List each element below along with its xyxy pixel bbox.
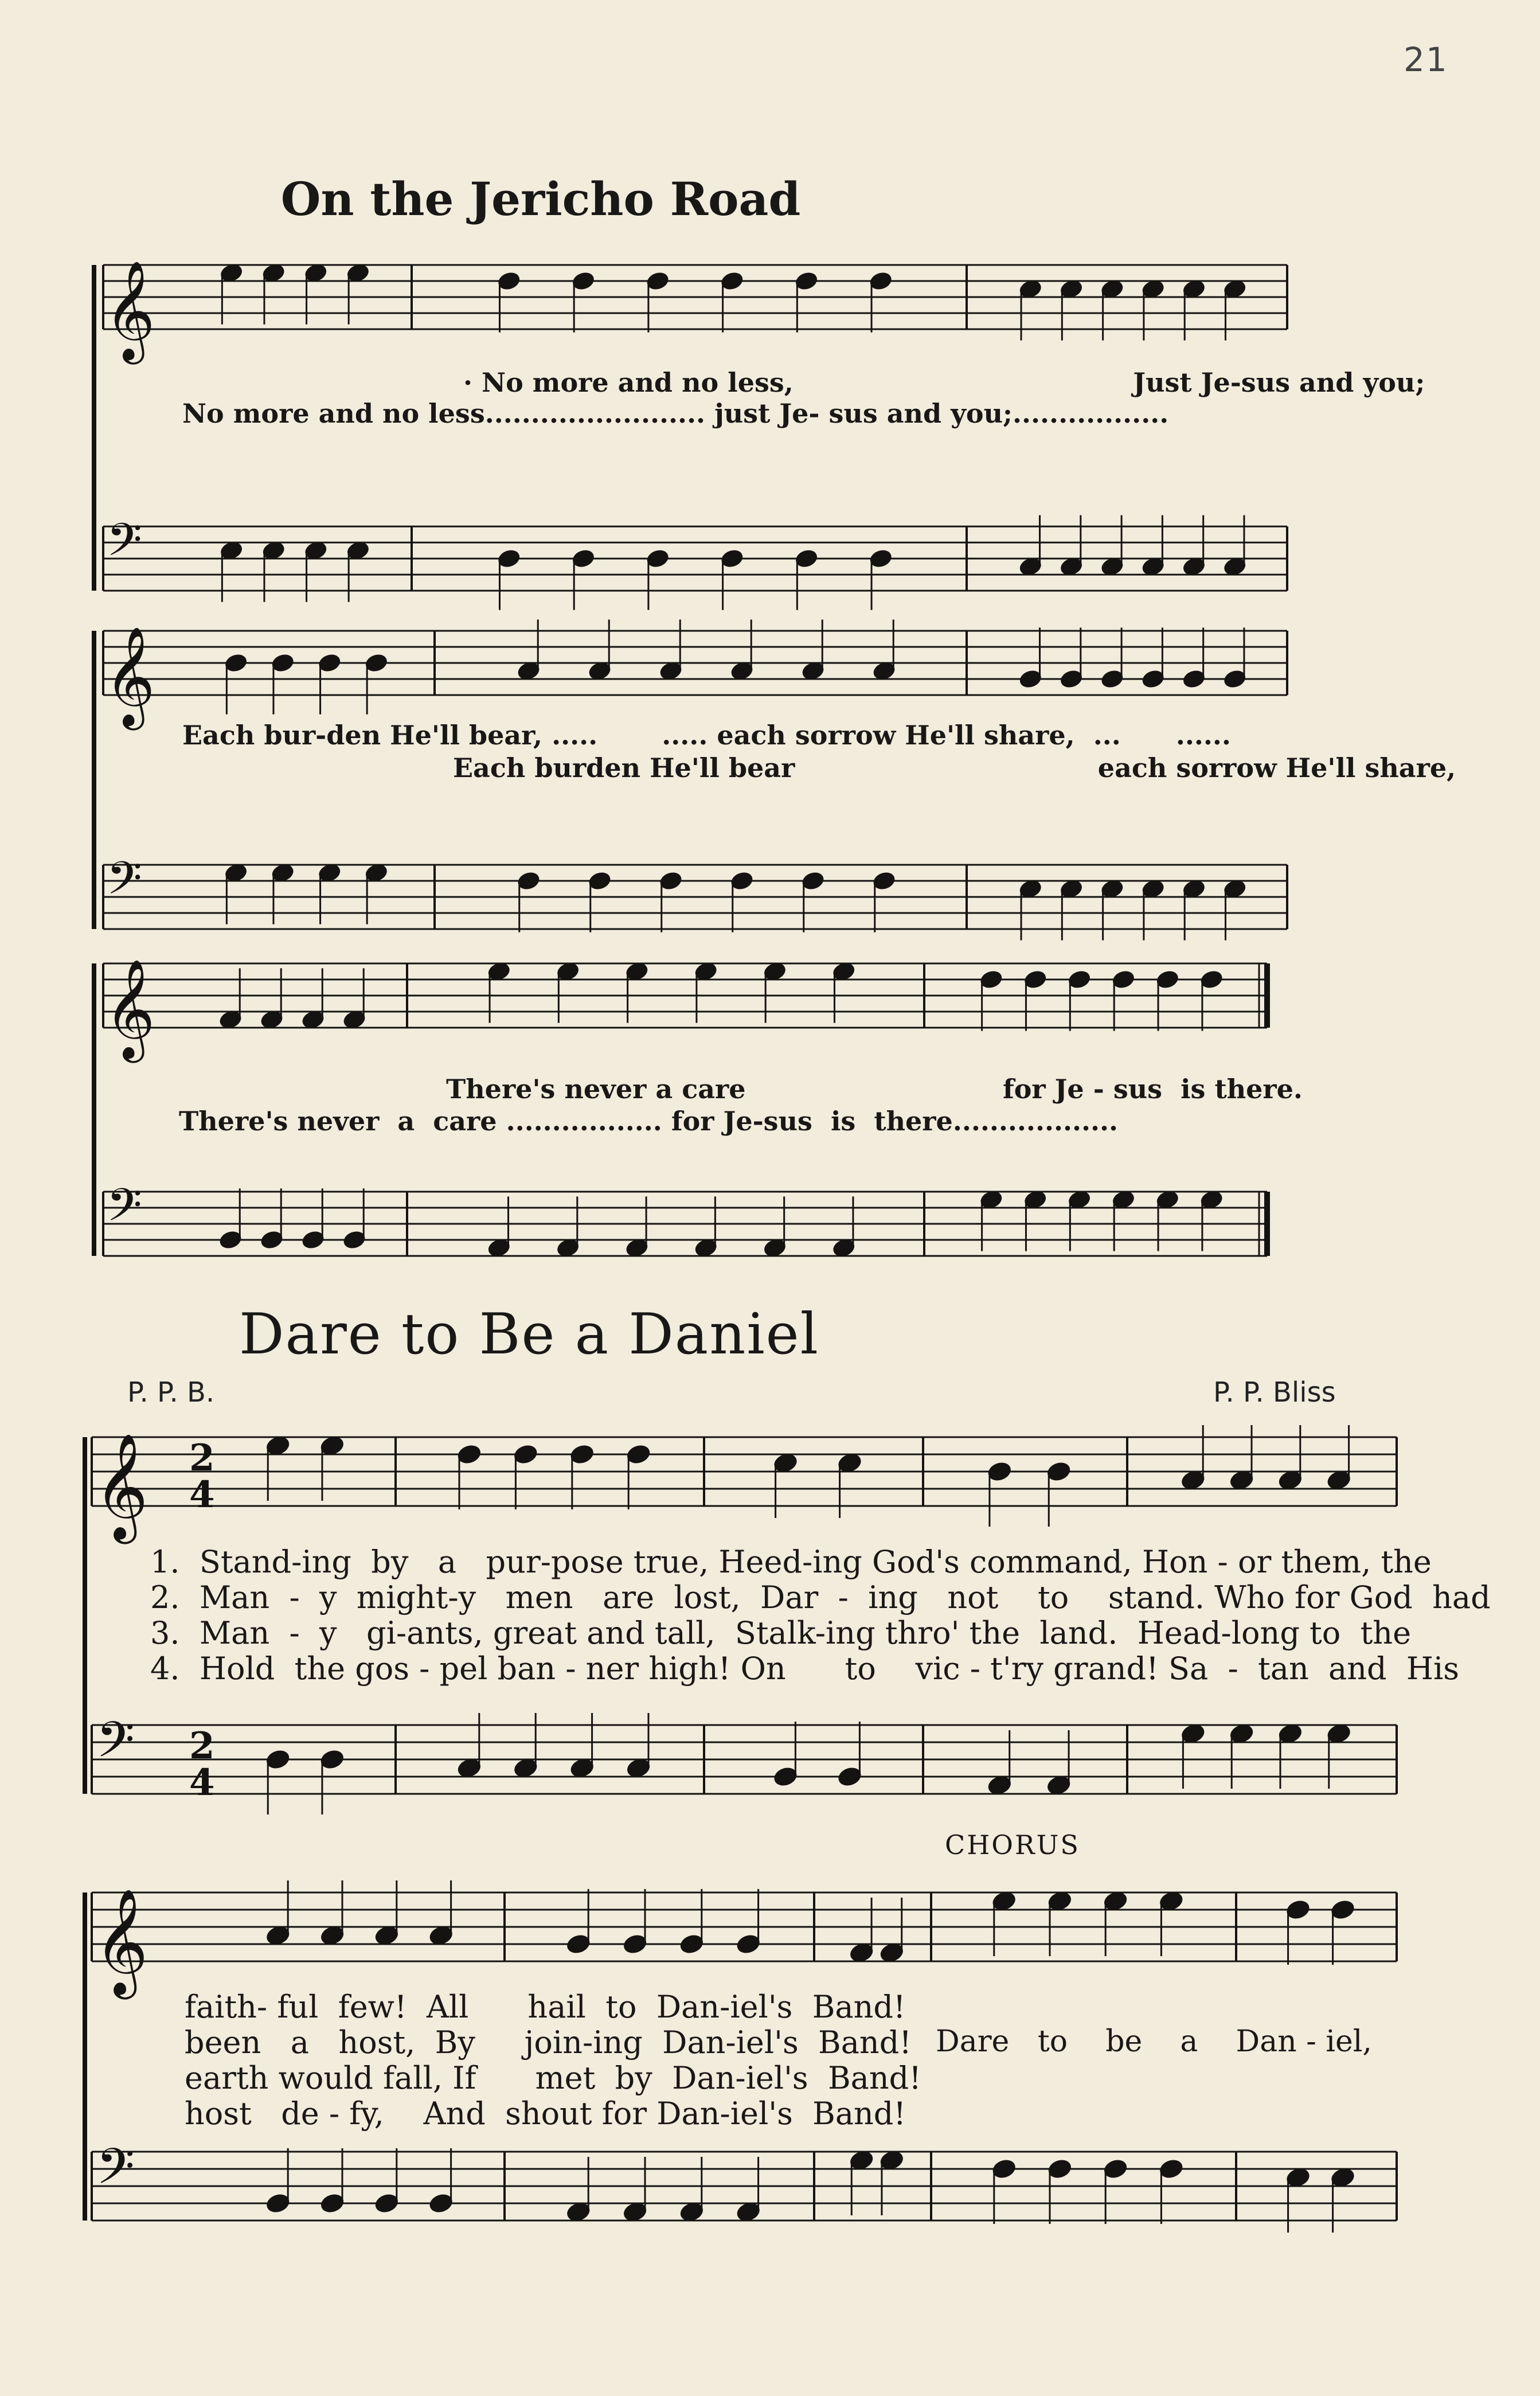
h1-bass-note-head	[1182, 879, 1206, 899]
h2-bass-note-head	[1277, 1723, 1303, 1745]
h2-treble-note-head	[1330, 1899, 1355, 1921]
h1-bass-note-head	[517, 871, 540, 891]
words-credit: P. P. B.	[127, 1376, 215, 1408]
h2-treble-note-head	[679, 1933, 704, 1955]
h2-treble-note-head	[374, 1925, 399, 1946]
h1-bass-note-head	[1200, 1189, 1224, 1209]
h2-bass-note-head	[773, 1766, 798, 1788]
h1-treble-note-head	[301, 1009, 325, 1029]
h1-bass-note-head	[1156, 1189, 1179, 1209]
h1-bass-note-head	[1142, 879, 1165, 899]
h1-treble-note-head	[1023, 969, 1047, 989]
h1-treble-note-head	[625, 961, 648, 981]
h1-bass-note-head	[572, 548, 595, 568]
h1-treble-note-head	[801, 661, 824, 681]
h2-treble-note-head	[1103, 1890, 1128, 1912]
h2-bass-note-head	[679, 2201, 704, 2223]
h1-bass-note-head	[1142, 556, 1165, 576]
h1-bass-note-head	[720, 548, 744, 568]
h1-treble-note-head	[1019, 279, 1042, 299]
h2-bass-note-head	[849, 2149, 874, 2171]
h2-treble-note-head	[837, 1452, 862, 1474]
h1-treble-note-head	[1060, 279, 1083, 299]
h1-treble-note-head	[556, 961, 580, 981]
bass-clef: 𝄢	[107, 1179, 142, 1243]
h1-bass-note-head	[342, 1230, 366, 1250]
h1-bass-note-head	[1068, 1189, 1091, 1209]
time-signature-bottom: 4	[189, 1473, 215, 1516]
h1-bass-note-head	[1060, 556, 1083, 576]
hymn-title-jericho-road: On the Jericho Road	[280, 172, 801, 226]
h2-treble-note-head	[987, 1461, 1012, 1482]
h2-bass-note-head	[1285, 2167, 1311, 2188]
h2-treble-note-head	[1229, 1469, 1254, 1491]
h1-treble-note-head	[694, 961, 718, 981]
time-signature-top: 2	[189, 1437, 215, 1480]
verse-4-line-2: host de - fy, And shout for Dan-iel's Band!	[185, 2095, 906, 2132]
h2-bass-note-head	[265, 1749, 291, 1770]
h1-treble-note-head	[1100, 279, 1124, 299]
h2-treble-note-head	[1181, 1469, 1206, 1491]
h2-bass-note-head	[987, 1774, 1012, 1796]
treble-clef: 𝄞	[94, 1432, 148, 1539]
h1-bass-note-head	[556, 1238, 580, 1258]
h1-bass-note-head	[1100, 879, 1124, 899]
h1-treble-note-head	[1068, 969, 1091, 989]
h1-treble-note-head	[1142, 279, 1165, 299]
h1-bass-note-head	[487, 1238, 511, 1258]
h1-bass-note-head	[1223, 879, 1246, 899]
h1-treble-note-head	[342, 1009, 366, 1029]
h1-bass-note-head	[1223, 556, 1246, 576]
h1-bass-note-head	[801, 871, 824, 891]
h2-bass-note-head	[1159, 2158, 1184, 2180]
h2-bass-note-head	[456, 1757, 482, 1779]
h1-bass-note-head	[271, 863, 295, 883]
h2-treble-note-head	[513, 1443, 538, 1465]
h2-treble-note-head	[320, 1925, 345, 1946]
chorus-label: CHORUS	[945, 1829, 1080, 1860]
h2-treble-note-head	[1046, 1461, 1072, 1482]
h2-bass-note-head	[566, 2201, 591, 2223]
bass-clef: 𝄢	[96, 1711, 135, 1781]
h1-treble-note-head	[588, 661, 611, 681]
h1-bass-note-head	[869, 548, 893, 568]
h1-treble-note-head	[1182, 279, 1206, 299]
h1-treble-note-head	[262, 263, 286, 283]
h1-bass-note-head	[262, 540, 286, 560]
h2-treble-note-head	[265, 1925, 291, 1946]
h1-treble-note-head	[1142, 669, 1165, 689]
h1-treble-note-head	[304, 263, 327, 283]
h2-treble-note-head	[849, 1942, 874, 1964]
verse-1-line-1: 1. Stand-ing by a pur-pose true, Heed-ing God's command, Hon - or them, the	[150, 1544, 1432, 1580]
h2-bass-note-head	[319, 1749, 345, 1770]
verse-4-line-1: 4. Hold the gos - pel ban - ner high! On to vic - t'ry grand! Sa - tan and His	[150, 1650, 1460, 1687]
h2-treble-note-head	[1047, 1890, 1072, 1912]
h1-treble-note-head	[872, 661, 896, 681]
h1-treble-note-head	[1060, 669, 1083, 689]
verse-3-line-1: 3. Man - y gi-ants, great and tall, Stalk-ing thro' the land. Head-long to the	[150, 1615, 1412, 1651]
h1-bass-note-head	[1023, 1189, 1047, 1209]
h2-bass-note-head	[1181, 1723, 1206, 1745]
lyric-s2-upper: Each bur-den He'll bear, ..... ..... each sorrow He'll share, ... ......	[182, 720, 1231, 751]
h2-bass-note-head	[623, 2201, 648, 2223]
h1-treble-note-head	[220, 263, 243, 283]
h1-bass-note-head	[979, 1189, 1003, 1209]
h2-bass-note-head	[1047, 2158, 1072, 2180]
h2-bass-note-head	[1326, 1723, 1351, 1745]
h1-treble-note-head	[365, 653, 388, 673]
h1-treble-note-head	[869, 271, 893, 291]
music-credit: P. P. Bliss	[1213, 1376, 1336, 1408]
verse-2-line-2: been a host, By join-ing Dan-iel's Band!	[185, 2024, 912, 2061]
h1-bass-note-head	[694, 1238, 718, 1258]
h1-bass-note-head	[659, 871, 682, 891]
h2-treble-note-head	[265, 1435, 291, 1457]
h1-bass-note-head	[346, 540, 370, 560]
h1-treble-note-head	[1019, 669, 1042, 689]
h1-treble-note-head	[497, 271, 521, 291]
h1-treble-note-head	[487, 961, 511, 981]
h1-bass-note-head	[1182, 556, 1206, 576]
h1-treble-note-head	[795, 271, 818, 291]
h2-bass-note-head	[626, 1757, 651, 1779]
h2-bass-note-head	[736, 2201, 761, 2223]
h1-treble-note-head	[1223, 279, 1246, 299]
page-number: 21	[1404, 40, 1448, 79]
h2-treble-note-head	[626, 1443, 651, 1465]
lyric-s2-lower: Each burden He'll bear each sorrow He'll share,	[453, 752, 1456, 783]
h1-treble-note-head	[730, 661, 753, 681]
h1-bass-note-head	[224, 863, 248, 883]
h1-treble-note-head	[1112, 969, 1135, 989]
h1-treble-note-head	[763, 961, 787, 981]
h2-bass-note-head	[991, 2158, 1017, 2180]
h2-bass-note-head	[1103, 2158, 1128, 2180]
h1-treble-note-head	[260, 1009, 283, 1029]
h2-treble-note-head	[566, 1933, 591, 1955]
treble-clef: 𝄞	[104, 959, 155, 1059]
h1-treble-note-head	[1200, 969, 1224, 989]
h1-bass-note-head	[872, 871, 896, 891]
h2-treble-note-head	[991, 1890, 1017, 1912]
time-signature-top: 2	[189, 1724, 215, 1767]
h2-bass-note-head	[879, 2149, 904, 2171]
h2-treble-note-head	[1277, 1469, 1303, 1491]
h2-bass-note-head	[265, 2192, 291, 2214]
bass-clef: 𝄢	[107, 513, 142, 577]
h2-bass-note-head	[1229, 1723, 1254, 1745]
h1-treble-note-head	[1182, 669, 1206, 689]
time-signature-bottom: 4	[189, 1761, 215, 1804]
h1-bass-note-head	[832, 1238, 855, 1258]
h1-treble-note-head	[720, 271, 744, 291]
h2-bass-note-head	[513, 1757, 538, 1779]
h2-bass-note-head	[1046, 1774, 1072, 1796]
lyric-s3-lower: There's never a care ................. for Je-sus is there..................	[179, 1106, 1119, 1137]
h1-treble-note-head	[572, 271, 595, 291]
h2-bass-note-head	[374, 2192, 399, 2214]
h2-treble-note-head	[319, 1435, 345, 1457]
treble-clef: 𝄞	[104, 626, 155, 726]
h2-treble-note-head	[1159, 1890, 1184, 1912]
chorus-text: Dare to be a Dan - iel,	[936, 2024, 1372, 2059]
h2-treble-note-head	[1285, 1899, 1311, 1921]
h1-treble-note-head	[659, 661, 682, 681]
lyric-s1-upper: · No more and no less, Just Je-sus and you;	[463, 367, 1425, 398]
h2-treble-note-head	[623, 1933, 648, 1955]
h2-treble-note-head	[456, 1443, 482, 1465]
h2-bass-note-head	[569, 1757, 595, 1779]
h1-treble-note-head	[218, 1009, 242, 1029]
h1-bass-note-head	[1060, 879, 1083, 899]
h1-treble-note-head	[1223, 669, 1246, 689]
lyric-s1-lower: No more and no less........................ just Je- sus and you;.................	[182, 398, 1169, 429]
h1-bass-note-head	[1100, 556, 1124, 576]
h1-treble-note-head	[346, 263, 370, 283]
h2-treble-note-head	[736, 1933, 761, 1955]
h2-treble-note-head	[569, 1443, 595, 1465]
h1-treble-note-head	[318, 653, 341, 673]
h1-treble-note-head	[224, 653, 248, 673]
bass-clef: 𝄢	[107, 852, 142, 916]
h1-bass-note-head	[730, 871, 753, 891]
h1-treble-note-head	[646, 271, 670, 291]
verse-1-line-2: faith- ful few! All hail to Dan-iel's Band!	[185, 1989, 906, 2025]
bass-clef: 𝄢	[96, 2137, 135, 2207]
h1-treble-note-head	[979, 969, 1003, 989]
h1-bass-note-head	[304, 540, 327, 560]
h1-bass-note-head	[220, 540, 243, 560]
h1-bass-note-head	[625, 1238, 648, 1258]
h1-bass-note-head	[318, 863, 341, 883]
treble-clef: 𝄞	[104, 260, 155, 360]
h1-bass-note-head	[763, 1238, 787, 1258]
h1-bass-note-head	[497, 548, 521, 568]
h2-treble-note-head	[773, 1452, 798, 1474]
h1-bass-note-head	[1019, 879, 1042, 899]
h2-bass-note-head	[1330, 2167, 1355, 2188]
h1-bass-note-head	[301, 1230, 325, 1250]
h1-bass-note-head	[795, 548, 818, 568]
h1-bass-note-head	[1019, 556, 1042, 576]
h1-treble-note-head	[1100, 669, 1124, 689]
treble-clef: 𝄞	[94, 1887, 148, 1995]
h1-bass-note-head	[218, 1230, 242, 1250]
h1-treble-note-head	[832, 961, 855, 981]
h2-bass-note-head	[320, 2192, 345, 2214]
h2-bass-note-head	[837, 1766, 862, 1788]
h1-bass-note-head	[260, 1230, 283, 1250]
h1-bass-note-head	[365, 863, 388, 883]
h1-bass-note-head	[588, 871, 611, 891]
lyric-s3-upper: There's never a care for Je - sus is there.	[446, 1074, 1303, 1105]
hymn-title-dare-to-be-a-daniel: Dare to Be a Daniel	[239, 1302, 820, 1367]
h1-treble-note-head	[1156, 969, 1179, 989]
h2-treble-note-head	[879, 1942, 904, 1964]
h1-treble-note-head	[517, 661, 540, 681]
h2-bass-note-head	[428, 2192, 454, 2214]
h1-bass-note-head	[1112, 1189, 1135, 1209]
verse-3-line-2: earth would fall, If met by Dan-iel's Band!	[185, 2060, 921, 2096]
h1-treble-note-head	[271, 653, 295, 673]
h1-bass-note-head	[646, 548, 670, 568]
h2-treble-note-head	[428, 1925, 454, 1946]
verse-2-line-1: 2. Man - y might-y men are lost, Dar - ing not to stand. Who for God had	[150, 1579, 1491, 1615]
h2-treble-note-head	[1326, 1469, 1351, 1491]
